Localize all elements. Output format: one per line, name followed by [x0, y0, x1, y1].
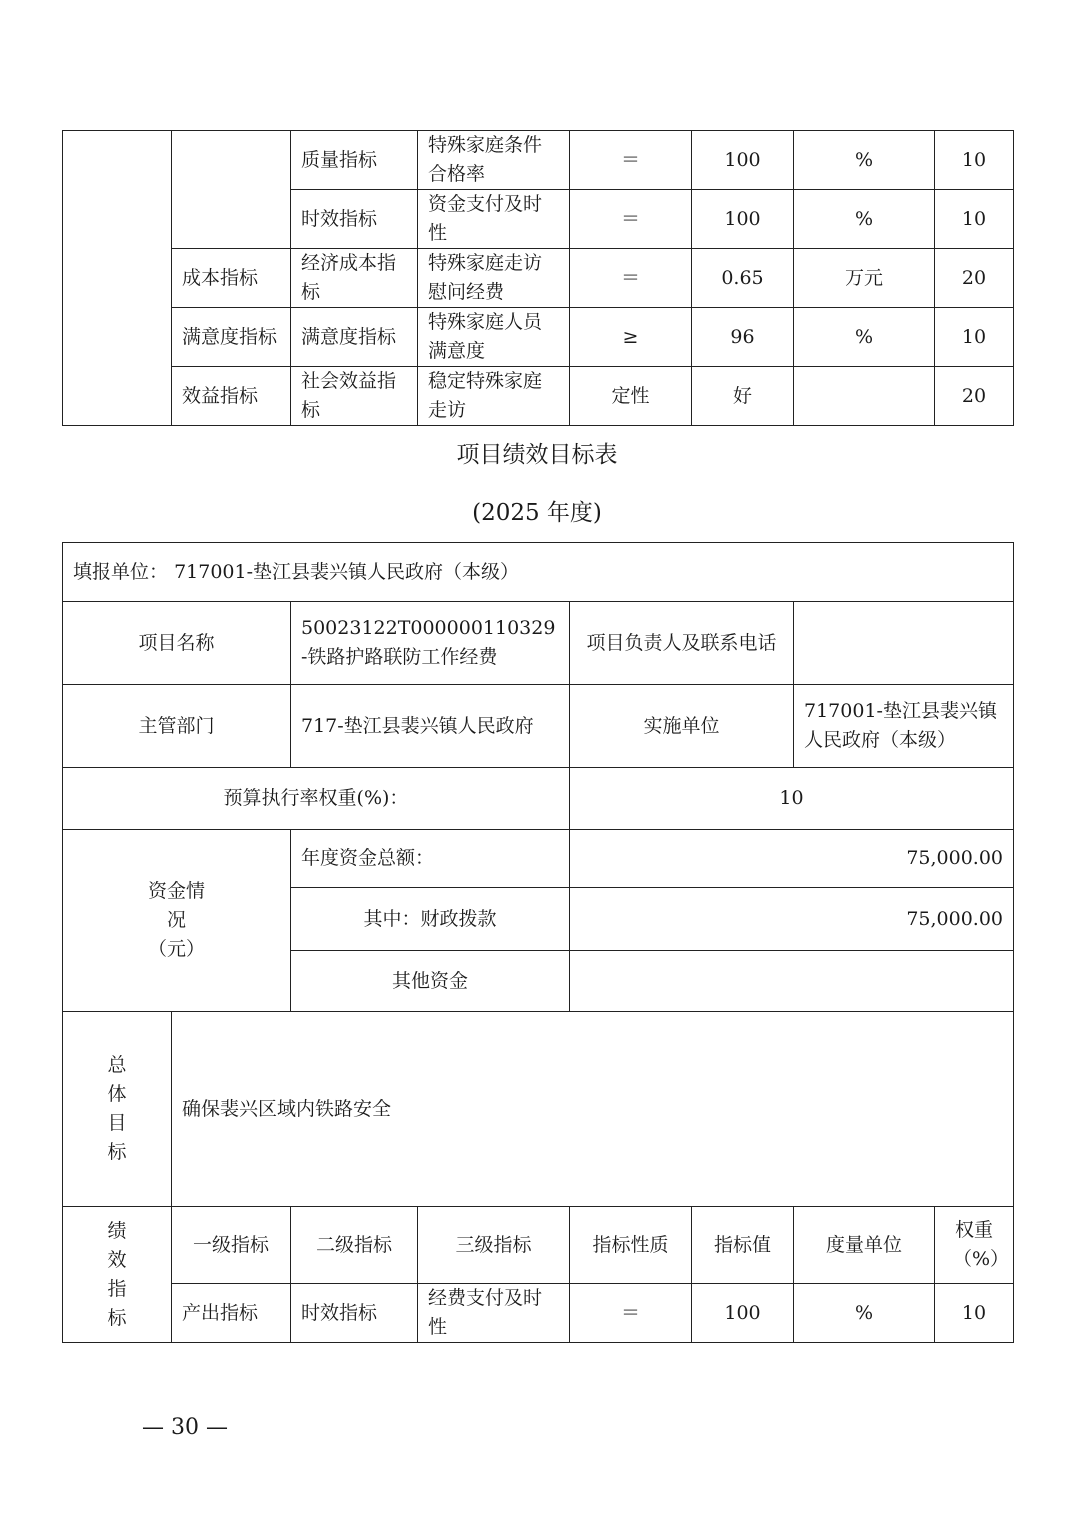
page-title: 项目绩效目标表 — [456, 442, 618, 468]
header-value: 指标值 — [692, 1207, 794, 1284]
level1-cell: 效益指标 — [172, 367, 291, 426]
project-name-label: 项目名称 — [63, 602, 291, 685]
level3-cell: 稳定特殊家庭走访 — [418, 367, 570, 426]
header-weight — [935, 1207, 1014, 1284]
fill-unit-cell — [63, 543, 1014, 602]
value-cell: 96 — [692, 308, 794, 367]
other-funds-label: 其他资金 — [291, 951, 570, 1012]
header-level1: 一级指标 — [172, 1207, 291, 1284]
level1-cell: 产出指标 — [172, 1284, 291, 1343]
annual-total-value: 75,000.00 — [570, 830, 1014, 888]
table-row — [63, 249, 1014, 308]
weight-cell: 10 — [935, 1284, 1014, 1343]
indicator-label-cell — [63, 131, 172, 426]
level3-cell: 特殊家庭人员满意度 — [418, 308, 570, 367]
funds-label-text: 资金情况（元） — [147, 880, 205, 960]
dept-row — [63, 685, 1014, 768]
nature-cell: ＝ — [570, 190, 692, 249]
fill-unit-label: 填报单位： — [73, 560, 169, 583]
value-cell: 100 — [692, 131, 794, 190]
fiscal-value: 75,000.00 — [570, 888, 1014, 951]
project-name-row — [63, 602, 1014, 685]
impl-value: 717001-垫江县裴兴镇人民政府（本级） — [794, 685, 1014, 768]
contact-label: 项目负责人及联系电话 — [570, 602, 794, 685]
nature-cell: ≥ — [570, 308, 692, 367]
value-cell: 好 — [692, 367, 794, 426]
nature-cell: 定性 — [570, 367, 692, 426]
level2-cell: 时效指标 — [291, 190, 418, 249]
impl-label: 实施单位 — [570, 685, 794, 768]
other-funds-value — [570, 951, 1014, 1012]
dept-label: 主管部门 — [63, 685, 291, 768]
budget-rate-value: 10 — [570, 768, 1014, 830]
funds-label — [63, 830, 291, 1012]
nature-cell: ＝ — [570, 1284, 692, 1343]
level2-cell: 经济成本指标 — [291, 249, 418, 308]
level2-cell: 社会效益指标 — [291, 367, 418, 426]
unit-cell: 万元 — [794, 249, 935, 308]
fill-unit-value: 717001-垫江县裴兴镇人民政府（本级） — [174, 560, 520, 583]
level3-cell: 经费支付及时性 — [418, 1284, 570, 1343]
value-cell: 100 — [692, 1284, 794, 1343]
level2-cell: 质量指标 — [291, 131, 418, 190]
unit-cell: % — [794, 1284, 935, 1343]
table-row — [63, 1284, 1014, 1343]
weight-cell: 10 — [935, 308, 1014, 367]
level3-cell: 特殊家庭条件合格率 — [418, 131, 570, 190]
table-row — [63, 367, 1014, 426]
indicator-label — [63, 1207, 172, 1343]
contact-value — [794, 602, 1014, 685]
budget-rate-label: 预算执行率权重(%)： — [63, 768, 570, 830]
unit-cell: % — [794, 131, 935, 190]
nature-cell: ＝ — [570, 131, 692, 190]
level3-cell: 资金支付及时性 — [418, 190, 570, 249]
performance-target-table — [62, 542, 1014, 1343]
unit-cell: % — [794, 190, 935, 249]
level1-cell: 满意度指标 — [172, 308, 291, 367]
header-level2: 二级指标 — [291, 1207, 418, 1284]
table-row — [63, 308, 1014, 367]
fill-unit-row — [63, 543, 1014, 602]
indicator-label-text: 绩效指标 — [107, 1219, 127, 1329]
level1-cell — [172, 131, 291, 249]
weight-cell: 20 — [935, 367, 1014, 426]
goal-row — [63, 1012, 1014, 1207]
value-cell: 100 — [692, 190, 794, 249]
indicator-header-row — [63, 1207, 1014, 1284]
level1-cell: 成本指标 — [172, 249, 291, 308]
nature-cell: ＝ — [570, 249, 692, 308]
value-cell: 0.65 — [692, 249, 794, 308]
continued-indicator-table — [62, 130, 1014, 426]
annual-total-label: 年度资金总额： — [291, 830, 570, 888]
level2-cell: 满意度指标 — [291, 308, 418, 367]
header-weight-text: 权重（%） — [953, 1219, 1010, 1270]
goal-value: 确保裴兴区域内铁路安全 — [172, 1012, 1014, 1207]
weight-cell: 10 — [935, 131, 1014, 190]
unit-cell — [794, 367, 935, 426]
header-nature: 指标性质 — [570, 1207, 692, 1284]
table-row — [63, 131, 1014, 190]
weight-cell: 10 — [935, 190, 1014, 249]
header-unit: 度量单位 — [794, 1207, 935, 1284]
level3-cell: 特殊家庭走访慰问经费 — [418, 249, 570, 308]
level2-cell: 时效指标 — [291, 1284, 418, 1343]
dept-value: 717-垫江县裴兴镇人民政府 — [291, 685, 570, 768]
weight-cell: 20 — [935, 249, 1014, 308]
funds-row — [63, 830, 1014, 888]
year-subtitle: (2025 年度) — [472, 500, 602, 526]
budget-rate-row — [63, 768, 1014, 830]
unit-cell: % — [794, 308, 935, 367]
fiscal-label: 其中：财政拨款 — [291, 888, 570, 951]
goal-label — [63, 1012, 172, 1207]
header-level3: 三级指标 — [418, 1207, 570, 1284]
page-number: — 30 — — [142, 1415, 228, 1440]
project-name-value: 50023122T000000110329-铁路护路联防工作经费 — [291, 602, 570, 685]
goal-label-text: 总体目标 — [107, 1054, 127, 1163]
